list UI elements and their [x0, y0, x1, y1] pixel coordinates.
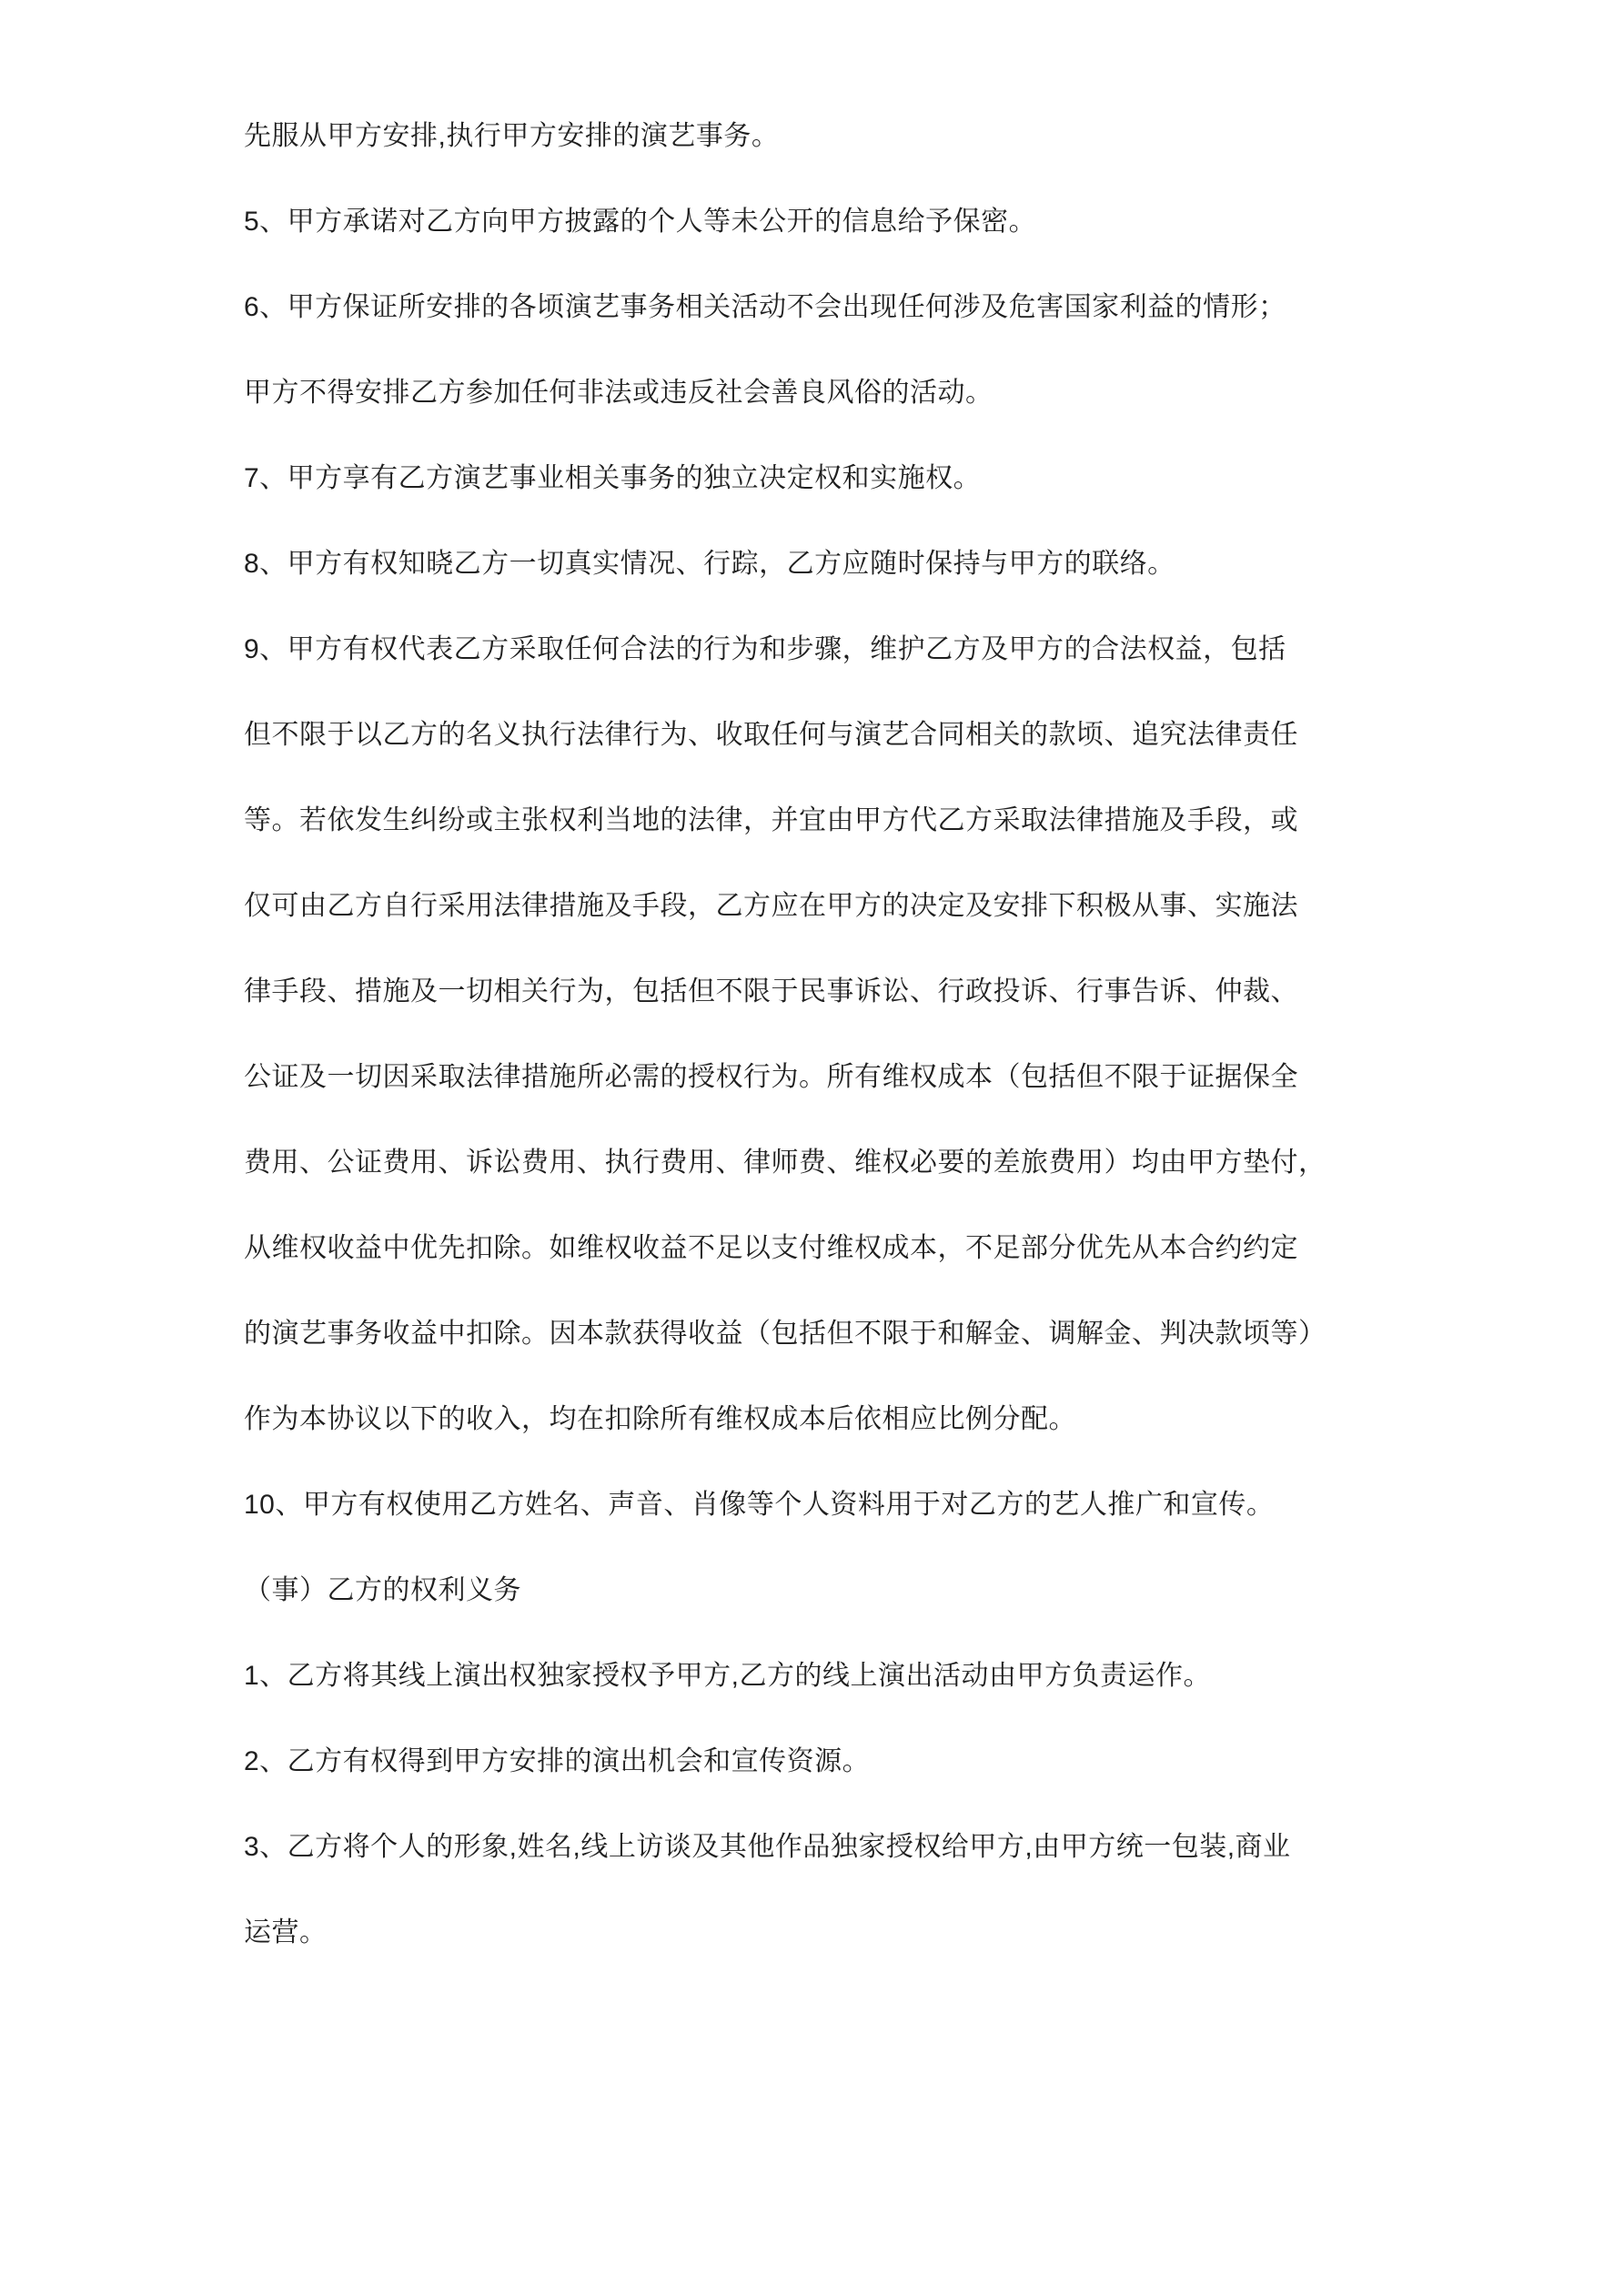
contract-line: 甲方不得安排乙方参加任何非法或违反社会善良风俗的活动。	[244, 378, 994, 408]
contract-line: 1、乙方将其线上演出权独家授权予甲方,乙方的线上演出活动由甲方负责运作。	[244, 1661, 1212, 1691]
contract-line: 3、乙方将个人的形象,姓名,线上访谈及其他作品独家授权给甲方,由甲方统一包装,商业	[244, 1832, 1291, 1862]
contract-line: 的演艺事务收益中扣除。因本款获得收益（包括但不限于和解金、调解金、判决款顷等）	[244, 1319, 1326, 1349]
contract-line: 费用、公证费用、诉讼费用、执行费用、律师费、维权必要的差旅费用）均由甲方垫付，	[244, 1148, 1326, 1178]
contract-line: 运营。	[244, 1917, 328, 1947]
contract-line: 但不限于以乙方的名义执行法律行为、收取任何与演艺合同相关的款顷、追究法律责任	[244, 720, 1298, 750]
contract-line: 从维权收益中优先扣除。如维权收益不足以支付维权成本，不足部分优先从本合约约定	[244, 1233, 1298, 1263]
contract-line: 8、甲方有权知晓乙方一切真实情况、行踪，乙方应随时保持与甲方的联络。	[244, 549, 1175, 579]
contract-line: 先服从甲方安排,执行甲方安排的演艺事务。	[244, 121, 780, 151]
contract-line: 9、甲方有权代表乙方采取任何合法的行为和步骤，维护乙方及甲方的合法权益，包括	[244, 634, 1286, 664]
contract-line: 等。若依发生纠纷或主张权利当地的法律，并宜由甲方代乙方采取法律措施及手段，或	[244, 805, 1298, 835]
contract-line: 作为本协议以下的收入，均在扣除所有维权成本后依相应比例分配。	[244, 1404, 1076, 1434]
contract-line: 5、甲方承诺对乙方向甲方披露的个人等未公开的信息给予保密。	[244, 207, 1037, 237]
contract-line: 6、甲方保证所安排的各顷演艺事务相关活动不会出现任何涉及危害国家利益的情形；	[244, 292, 1286, 322]
contract-line: （事）乙方的权利义务	[244, 1575, 521, 1605]
contract-line: 10、甲方有权使用乙方姓名、声音、肖像等个人资料用于对乙方的艺人推广和宣传。	[244, 1490, 1275, 1520]
contract-line: 7、甲方享有乙方演艺事业相关事务的独立决定权和实施权。	[244, 463, 982, 493]
contract-line: 仅可由乙方自行采用法律措施及手段，乙方应在甲方的决定及安排下积极从事、实施法	[244, 891, 1298, 921]
contract-body	[244, 94, 1372, 1976]
contract-line: 2、乙方有权得到甲方安排的演出机会和宣传资源。	[244, 1746, 871, 1776]
contract-line: 律手段、措施及一切相关行为，包括但不限于民事诉讼、行政投诉、行事告诉、仲裁、	[244, 976, 1298, 1006]
contract-line: 公证及一切因采取法律措施所必需的授权行为。所有维权成本（包括但不限于证据保全	[244, 1062, 1298, 1092]
